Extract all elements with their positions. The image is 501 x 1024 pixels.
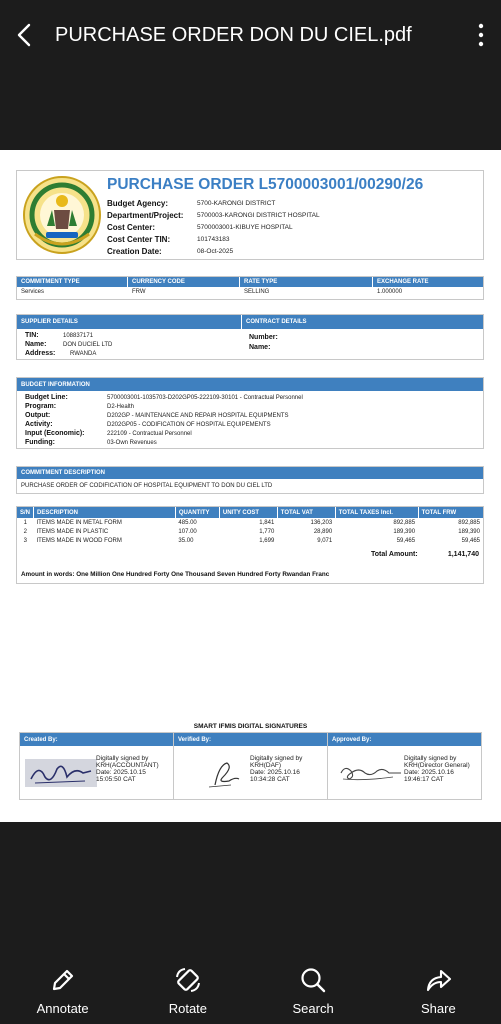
activity-value: D202GP05 - CODIFICATION OF HOSPITAL EQUIPEMENTS (107, 421, 271, 428)
share-icon (423, 965, 453, 995)
commitment-description-header: COMMITMENT DESCRIPTION (21, 470, 105, 476)
pdf-page[interactable] (0, 150, 501, 822)
cell-sn: 2 (23, 528, 27, 535)
rotate-label: Rotate (168, 1001, 208, 1016)
cell-total-taxes: 59,465 (396, 537, 416, 544)
cell-description: ITEMS MADE IN METAL FORM (36, 519, 122, 526)
supplier-name: DON DUCIEL LTD (63, 341, 113, 348)
commitment-table (16, 276, 484, 300)
supplier-details-header: SUPPLIER DETAILS (17, 315, 242, 329)
supplier-address: RWANDA (70, 350, 97, 357)
signature-image-icon (25, 755, 97, 791)
amount-in-words: Amount in words: One Million One Hundred Forty One Thousand Seven Hundred Forty Rwandan Franc (21, 571, 330, 578)
header-field-label: Budget Agency: (107, 198, 169, 208)
name-label: Name: (25, 341, 47, 348)
contract-name-label: Name: (249, 343, 271, 351)
signature-line: Digitally signed by (96, 755, 149, 762)
items-header-row (17, 507, 483, 518)
signature-line: Date: 2025.10.16 (250, 769, 300, 776)
rotate-button[interactable] (125, 955, 250, 1024)
signature-line: 19:46:17 CAT (404, 776, 444, 783)
share-label: Share (421, 1001, 456, 1016)
cell-total-frw: 189,390 (458, 528, 480, 535)
cell-quantity: 107.00 (178, 528, 197, 535)
cell-unity-cost: 1,841 (259, 519, 275, 526)
rwanda-coat-of-arms-icon (21, 174, 103, 256)
header-field-label: Creation Date: (107, 246, 162, 256)
table-row (17, 527, 483, 536)
signature-header: Verified By: (174, 733, 327, 746)
commitment-type-value: Services (21, 289, 45, 295)
budget-line-label: Budget Line: (25, 394, 68, 401)
output-value: D202GP - MAINTENANCE AND REPAIR HOSPITAL EQUIPMENTS (107, 412, 289, 419)
contract-number-label: Number: (249, 333, 278, 341)
header-field-value: 101743183 (197, 235, 230, 243)
cell-total-frw: 892,885 (458, 519, 480, 526)
activity-label: Activity: (25, 421, 53, 428)
budget-information-header: BUDGET INFORMATION (21, 381, 90, 388)
rate-type-header: RATE TYPE (240, 277, 373, 287)
funding-value: 03-Own Revenues (107, 439, 157, 446)
program-value: D2-Health (107, 403, 135, 410)
funding-label: Funding: (25, 439, 55, 446)
cell-total-taxes: 189,390 (393, 528, 416, 535)
signature-line: Digitally signed by (250, 755, 303, 762)
signature-line: KRH(Director General) (404, 762, 470, 769)
cell-sn: 3 (23, 537, 27, 544)
signature-created-by (20, 733, 174, 799)
table-row (17, 536, 483, 545)
signatures-title: SMART IFMIS DIGITAL SIGNATURES (193, 723, 308, 730)
commitment-type-header: COMMITMENT TYPE (17, 277, 128, 287)
document-title: PURCHASE ORDER DON DU CIEL.pdf (55, 23, 412, 46)
header-field-row (107, 197, 320, 209)
table-row (17, 518, 483, 527)
header-field-value: 5700003001-KIBUYE HOSPITAL (197, 223, 293, 231)
share-button[interactable] (376, 955, 501, 1024)
header-field-row (107, 233, 320, 245)
annotate-button[interactable] (0, 955, 125, 1024)
pencil-icon (48, 965, 78, 995)
input-economic-label: Input (Economic): (25, 430, 85, 437)
signature-line: KRH(ACCOUNTANT) (96, 762, 159, 769)
total-amount-value: 1,141,740 (447, 551, 479, 558)
contract-details-header: CONTRACT DETAILS (246, 319, 307, 325)
header-field-row (107, 209, 320, 221)
address-label: Address: (25, 350, 56, 357)
input-economic-value: 222109 - Contractual Personnel (107, 430, 192, 437)
header-field-value: 5700-KARONGI DISTRICT (197, 199, 276, 207)
currency-code-header: CURRENCY CODE (128, 277, 240, 287)
budget-line-value: 5700003001-1035703-D202GP05-222109-30101 - Contractual Personnel (107, 394, 303, 401)
search-icon (298, 965, 328, 995)
more-options-button[interactable] (461, 0, 501, 70)
items-section (16, 506, 484, 584)
signatures-box (19, 732, 482, 800)
supplier-tin: 108837171 (63, 332, 94, 339)
back-button[interactable] (0, 0, 50, 70)
header-field-label: Cost Center: (107, 222, 156, 232)
cell-quantity: 485.00 (178, 519, 197, 526)
header-field-label: Department/Project: (107, 210, 184, 220)
cell-description: ITEMS MADE IN WOOD FORM (36, 537, 122, 544)
program-label: Program: (25, 403, 57, 410)
back-arrow-icon (14, 22, 36, 48)
signature-verified-by (174, 733, 328, 799)
cell-total-taxes: 892,885 (393, 519, 416, 526)
cell-quantity: 35.00 (178, 537, 194, 544)
items-table (17, 507, 483, 545)
unity-cost-header: UNITY COST (219, 507, 277, 518)
signature-line: Digitally signed by (404, 755, 457, 762)
search-button[interactable] (251, 955, 376, 1024)
sn-header: S/N (17, 507, 34, 518)
signature-line: 10:34:28 CAT (250, 776, 290, 783)
bottom-toolbar (0, 955, 501, 1024)
signature-line: Date: 2025.10.16 (404, 769, 454, 776)
exchange-rate-value: 1.000000 (377, 289, 403, 295)
total-vat-header: TOTAL VAT (277, 507, 335, 518)
rotate-icon (173, 965, 203, 995)
header-field-label: Cost Center TIN: (107, 234, 171, 244)
signature-header: Approved By: (328, 733, 481, 746)
signature-line: Date: 2025.10.15 (96, 769, 146, 776)
cell-unity-cost: 1,699 (259, 537, 275, 544)
quantity-header: QUANTITY (175, 507, 219, 518)
header-field-value: 08-Oct-2025 (197, 247, 234, 255)
signature-header: Created By: (20, 733, 173, 746)
description-header: DESCRIPTION (34, 507, 176, 518)
exchange-rate-header: EXCHANGE RATE (377, 279, 429, 285)
cell-sn: 1 (23, 519, 27, 526)
header-field-row (107, 221, 320, 233)
total-taxes-header: TOTAL TAXES Incl. (335, 507, 418, 518)
header-field-row (107, 245, 320, 257)
output-label: Output: (25, 412, 51, 419)
top-app-bar (0, 0, 501, 70)
cell-unity-cost: 1,770 (259, 528, 275, 535)
search-label: Search (292, 1001, 334, 1016)
signature-line: 15:05:50 CAT (96, 776, 136, 783)
signature-image-icon (333, 755, 405, 791)
more-vertical-icon (477, 23, 485, 47)
signature-line: KRH(DAF) (250, 762, 282, 769)
currency-code-value: FRW (132, 289, 146, 295)
po-title: PURCHASE ORDER L5700003001/00290/26 (107, 176, 424, 193)
budget-information-section (16, 377, 484, 449)
tin-label: TIN: (25, 332, 39, 339)
rate-type-value: SELLING (244, 289, 270, 295)
header-field-value: 5700003-KARONGI DISTRICT HOSPITAL (197, 211, 320, 219)
po-header-box (16, 170, 484, 260)
cell-description: ITEMS MADE IN PLASTIC (36, 528, 109, 535)
commitment-description-section (16, 466, 484, 494)
signature-approved-by (328, 733, 481, 799)
commitment-description-text: PURCHASE ORDER OF CODIFICATION OF HOSPITAL EQUIPMENT TO DON DU CIEL LTD (21, 483, 273, 489)
cell-total-frw: 59,465 (461, 537, 480, 544)
total-frw-header: TOTAL FRW (418, 507, 483, 518)
annotate-label: Annotate (36, 1001, 89, 1016)
signature-image-icon (179, 755, 251, 791)
cell-total-vat: 136,203 (310, 519, 333, 526)
total-amount-label: Total Amount: (371, 551, 418, 558)
cell-total-vat: 9,071 (317, 537, 333, 544)
supplier-section (16, 314, 484, 360)
cell-total-vat: 28,890 (313, 528, 333, 535)
